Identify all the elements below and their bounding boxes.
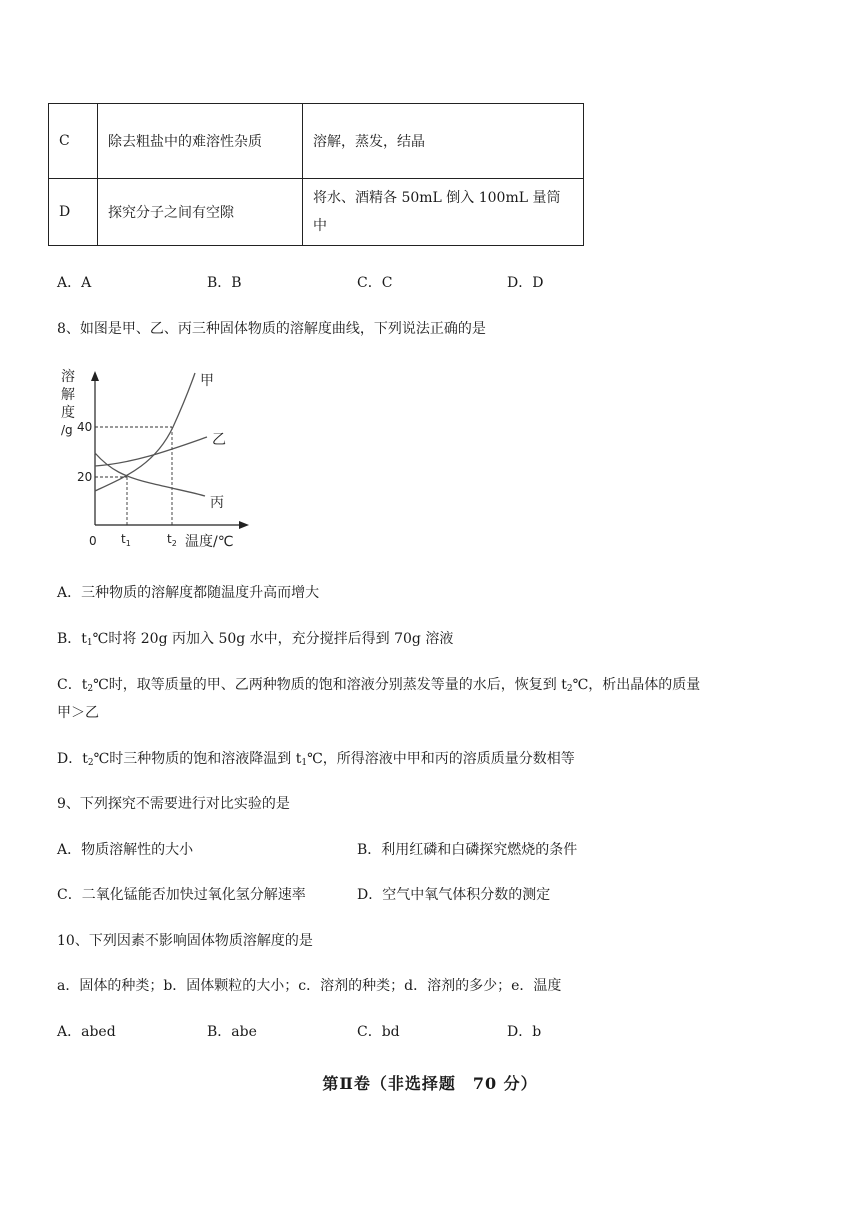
t2-label: $t_2$ [167,532,177,548]
q10-choice-a: A．abed [57,1024,116,1040]
ylabel-char: 度 [61,405,75,421]
label-bing: 丙 [210,495,224,511]
label-jia: 甲 [200,373,214,389]
q8-option-a: A．三种物质的溶解度都随温度升高而增大 [57,585,320,601]
label-yi: 乙 [212,432,226,448]
curve-yi [95,437,207,466]
q7-choice-c: C．C [357,275,393,291]
q7-choice-b: B．B [207,275,242,291]
q9-option-d: D．空气中氧气体积分数的测定 [357,887,551,903]
origin-label: 0 [89,534,97,548]
q7-choice-a: A．A [57,275,92,291]
q8-option-b: B．$t_1℃$时将 20g 丙加入 50g 水中，充分搅拌后得到 70g 溶液 [57,631,454,648]
q8-option-c: C．$t_2℃$时，取等质量的甲、乙两种物质的饱和溶液分别蒸发等量的水后，恢复到 $t_2℃$，析出晶体的质量 [57,677,701,694]
tick-label-20: 20 [77,470,93,484]
ylabel-char: /g [61,423,73,437]
q7-choice-d: D．D [507,275,544,291]
x-axis-arrow [239,521,249,529]
y-axis-arrow [91,371,99,381]
t1-label: $t_1$ [121,532,131,548]
row-method [303,179,584,246]
row-letter: C [49,104,98,179]
q10-choice-b: B．abe [207,1024,257,1040]
row-purpose: 除去粗盐中的难溶性杂质 [98,104,303,179]
q8-option-c-line2: 甲＞乙 [57,705,99,721]
tick-label-40: 40 [77,420,93,434]
solubility-graph [55,365,255,555]
table-row [49,179,584,246]
table-row [49,104,584,179]
method-line: 溶解，蒸发，结晶 [313,134,425,150]
ylabel-char: 解 [61,387,75,403]
q9-option-b: B．利用红磷和白磷探究燃烧的条件 [357,842,578,858]
q10-factors: a．固体的种类；b．固体颗粒的大小；c．溶剂的种类；d．溶剂的多少；e．温度 [57,978,562,994]
curve-jia [95,373,195,491]
ylabel-char: 溶 [61,369,75,385]
q10-stem: 10、下列因素不影响固体物质溶解度的是 [57,933,313,949]
xlabel: 温度/℃ [185,534,234,550]
q9-option-c: C．二氧化锰能否加快过氧化氢分解速率 [57,887,306,903]
q10-choice-d: D．b [507,1024,542,1040]
q8-stem: 8、如图是甲、乙、丙三种固体物质的溶解度曲线，下列说法正确的是 [57,321,486,337]
q9-option-a: A．物质溶解性的大小 [57,842,194,858]
q9-stem: 9、下列探究不需要进行对比实验的是 [57,796,290,812]
method-line: 中 [313,218,327,234]
options-table [48,103,584,246]
section-title: 第Ⅱ卷（非选择题 70 分） [322,1074,538,1093]
q8-option-d: D．$t_2℃$时三种物质的饱和溶液降温到 $t_1℃$，所得溶液中甲和丙的溶质质量分数相等 [57,751,575,768]
row-purpose: 探究分子之间有空隙 [98,179,303,246]
method-line: 将水、酒精各 50mL 倒入 100mL 量筒 [313,190,561,206]
row-letter: D [49,179,98,246]
q10-choice-c: C．bd [357,1024,400,1040]
row-method [303,104,584,179]
